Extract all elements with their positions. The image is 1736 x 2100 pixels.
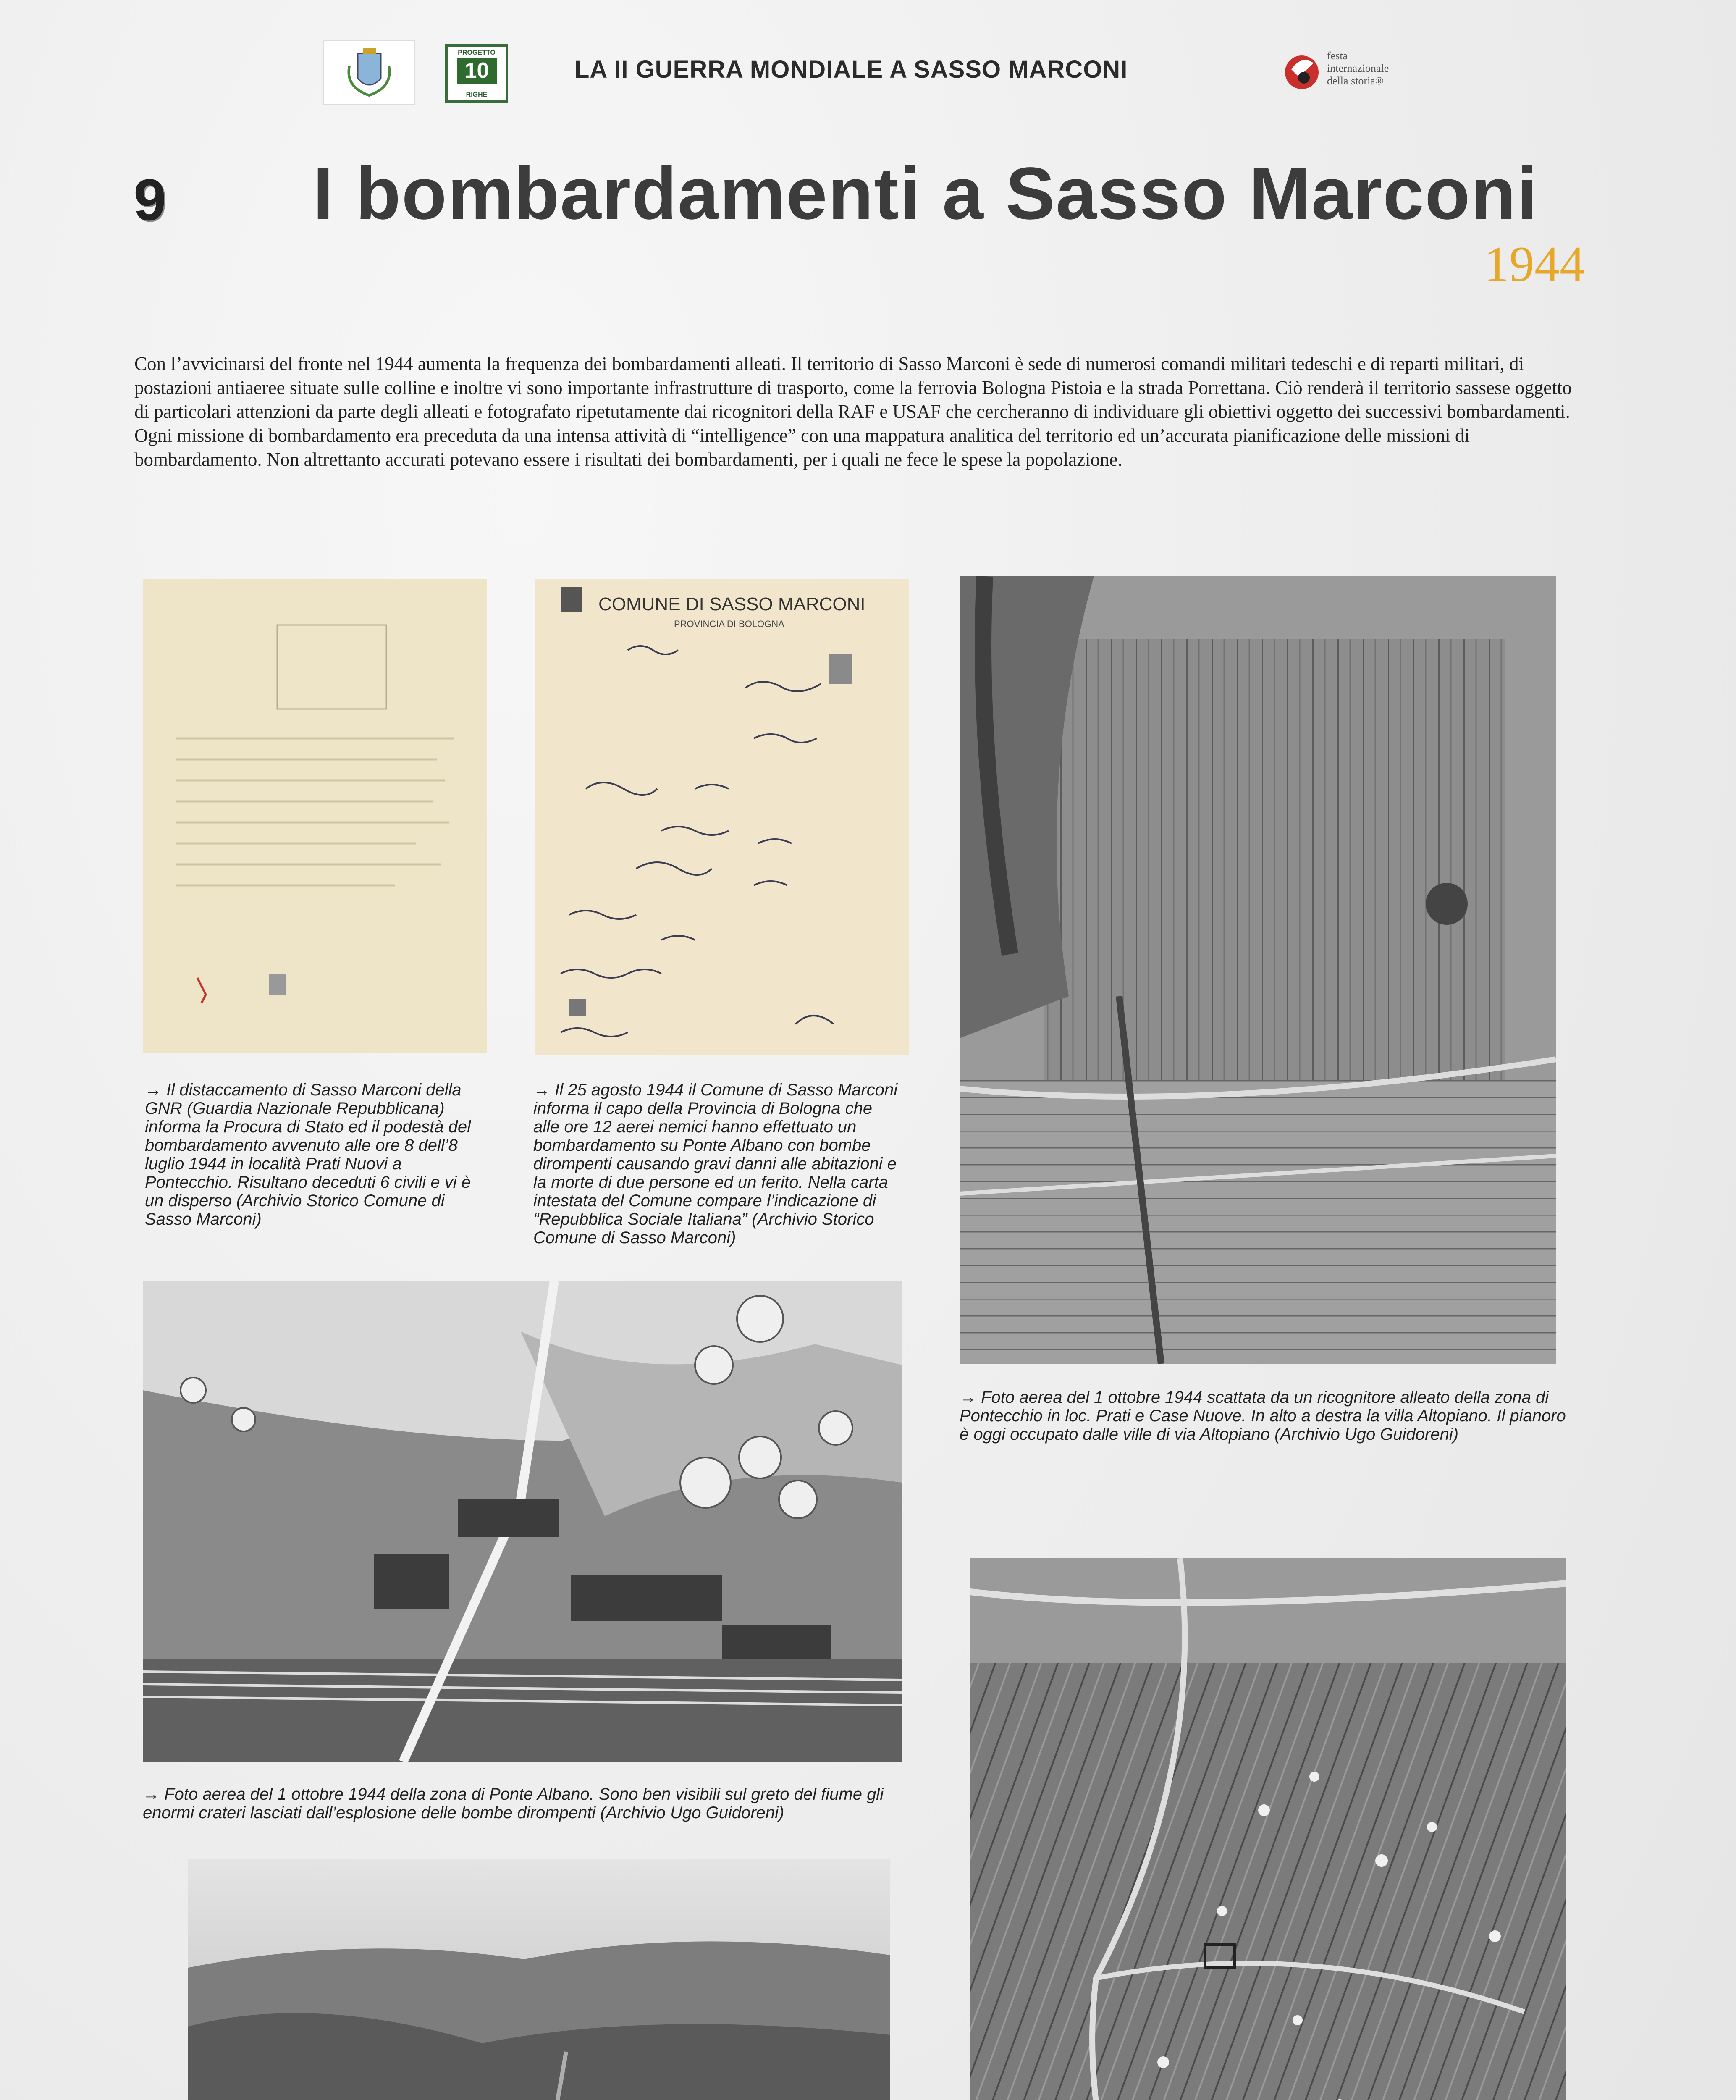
- progetto-righe-logo: [445, 44, 508, 103]
- festival-mark-icon: [1281, 46, 1323, 97]
- page-title: I bombardamenti a Sasso Marconi: [313, 152, 1538, 235]
- document-letterhead-sub: PROVINCIA DI BOLOGNA: [674, 619, 784, 629]
- caption-altopiano: → Foto aerea del 1 ottobre 1944 scattata da un ricognitore alleato della zona di Pontecchio in loc. Prati e Case Nuove. In alto a destra la villa Altopiano. Il pianoro è oggi occupato dalle ville di via Altopiano (Archivio Ugo Guidoreni): [960, 1388, 1566, 1444]
- gnr-document-photo: [143, 579, 487, 1053]
- setta-valley-aerial-photo: [188, 1858, 890, 2100]
- festival-logo-line3: della storia®: [1327, 75, 1384, 87]
- intro-paragraph-1: Con l’avvicinarsi del fronte nel 1944 aumenta la frequenza dei bombardamenti alleati. Il territorio di Sasso Marconi è sede di numerosi comandi militari tedeschi e di reparti militari, di postazioni antiaeree situate sulle colline e inoltre vi sono importante infrastrutture di trasporto, come la ferrovia Bologna Pistoia e la strada Porrettana. Ciò renderà il territorio sassese oggetto di particolari attenzioni da parte degli alleati e fotografato ripetutamente dai ricognitori della RAF e USAF che cercheranno di individuare gli obiettivi oggetto dei successivi bombardamenti.: [134, 353, 1572, 422]
- festival-logo: [1281, 42, 1419, 101]
- comune-crest-logo: [323, 40, 415, 105]
- comune-document-photo: [535, 579, 909, 1055]
- progetto-logo-top: PROGETTO: [458, 49, 496, 56]
- header-title: LA II GUERRA MONDIALE A SASSO MARCONI: [574, 56, 1128, 83]
- festival-logo-text: [1327, 50, 1389, 87]
- intro-paragraph-2: Ogni missione di bombardamento era preceduta da una intensa attività di “intelligence” con una mappatura analitica del territorio ed un’accurata pianificazione delle missioni di bombardamento. Non altrettanto accurati potevano essere i risultati dei bombardamenti, per i quali ne fece le spese la popolazione.: [134, 425, 1470, 470]
- altopiano-aerial-photo: [960, 576, 1556, 1364]
- caption-comune: → Il 25 agosto 1944 il Comune di Sasso Marconi informa il capo della Provincia di Bologna che alle ore 12 aerei nemici hanno effettuato un bombardamento su Ponte Albano con bombe dirompenti causando gravi danni alle abitazioni e la morte di due persone ed un ferito. Nella carta intestata del Comune compare l’indicazione di “Repubblica Sociale Italiana” (Archivio Storico Comune di Sasso Marconi): [533, 1081, 898, 1247]
- festival-logo-line1: festa: [1327, 50, 1348, 62]
- caption-gnr: → Il distaccamento di Sasso Marconi della GNR (Guardia Nazionale Repubblicana) informa la Procura di Stato ed il podestà del bombardamento avvenuto alle ore 8 dell’8 luglio 1944 in località Prati Nuovi a Pontecchio. Risultano deceduti 6 civili e vi è un disperso (Archivio Storico Comune di Sasso Marconi): [145, 1081, 471, 1228]
- page-number: 9: [134, 167, 166, 233]
- caption-ponte-albano: → Foto aerea del 1 ottobre 1944 della zona di Ponte Albano. Sono ben visibili sul greto del fiume gli enormi crateri lasciati dall’esplosione delle bombe dirompenti (Archivio Ugo Guidoreni): [143, 1785, 884, 1822]
- document-letterhead: COMUNE DI SASSO MARCONI: [598, 594, 865, 614]
- progetto-logo-number: 10: [457, 58, 497, 84]
- progetto-logo-bottom: RIGHE: [466, 91, 488, 98]
- ponte-albano-aerial-photo: [143, 1281, 902, 1762]
- festival-logo-line2: internazionale: [1327, 62, 1389, 74]
- san-lorenzo-aerial-photo: [970, 1558, 1566, 2100]
- year-subtitle: 1944: [1484, 236, 1585, 292]
- intro-text: [134, 352, 1583, 472]
